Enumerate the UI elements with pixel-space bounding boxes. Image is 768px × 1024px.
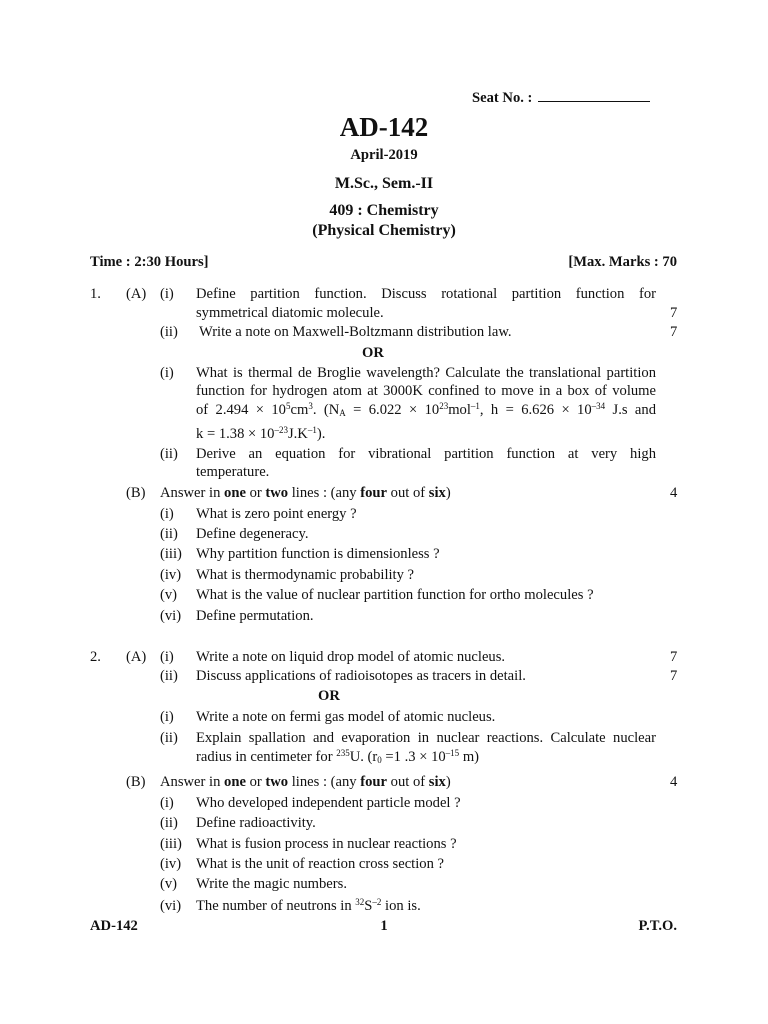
question-text: The number of neutrons in $^{32}S^{-2}$ ion is. — [196, 897, 421, 914]
subpart-label: (iii) — [160, 836, 182, 852]
part-instruction: Answer in one or two lines : (any four out of six) — [160, 485, 451, 501]
question-text: Write a note on liquid drop model of atomic nucleus. — [196, 649, 506, 665]
exam-date: April-2019 — [350, 147, 418, 163]
question-text: temperature. — [196, 464, 270, 480]
subpart-label: (ii) — [160, 446, 178, 462]
subpart-label: (i) — [160, 286, 174, 302]
subpart-label: (ii) — [160, 815, 178, 831]
subpart-label: (vi) — [160, 898, 182, 914]
please-turn-over: P.T.O. — [638, 918, 677, 934]
part-label: (A) — [126, 286, 147, 302]
footer-paper-code: AD-142 — [90, 918, 138, 934]
question-text: radius in centimeter for $^{235}$U. ($r_0 =1$ $.3 \times 10^{-15}$ m) — [196, 748, 480, 765]
marks-value: 7 — [670, 305, 678, 321]
question-text: $k = 1.38 \times 10^{-23}J.K^{-1}$). — [196, 425, 326, 442]
question-text: of $2.494 \times 10^5cm^3$. ($N_A = 6.022 \times 10^{23}mol^{-1}$, $h = 6.626 \times 10^{-34}$ J.s and — [196, 401, 657, 418]
question-text: What is thermal de Broglie wavelength? Calculate the translational partition — [196, 365, 656, 381]
question-text: Write the magic numbers. — [196, 876, 347, 892]
marks-value: 7 — [670, 668, 678, 684]
question-text: Who developed independent particle model ? — [196, 795, 461, 811]
question-text: symmetrical diatomic molecule. — [196, 305, 384, 321]
question-number: 2. — [90, 649, 101, 665]
or-divider: OR — [318, 688, 340, 704]
exam-time: Time : 2:30 Hours] — [90, 254, 209, 270]
marks-value: 4 — [670, 485, 678, 501]
question-text: What is the unit of reaction cross section ? — [196, 856, 445, 872]
seat-number-blank — [538, 88, 650, 102]
subpart-label: (ii) — [160, 324, 178, 340]
part-label: (A) — [126, 649, 147, 665]
marks-value: 4 — [670, 774, 678, 790]
marks-value: 7 — [670, 649, 678, 665]
question-text: Write a note on fermi gas model of atomic nucleus. — [196, 709, 496, 725]
subpart-label: (iii) — [160, 546, 182, 562]
question-text: function for hydrogen atom at 3000K confined to move in a box of volume — [196, 383, 656, 399]
question-text: Discuss applications of radioisotopes as tracers in detail. — [196, 668, 526, 684]
question-text: What is fusion process in nuclear reactions ? — [196, 836, 457, 852]
subpart-label: (v) — [160, 587, 178, 603]
seat-number-field — [472, 88, 650, 108]
subpart-label: (i) — [160, 709, 174, 725]
subpart-label: (i) — [160, 795, 174, 811]
question-text: Define radioactivity. — [196, 815, 316, 831]
subpart-label: (i) — [160, 365, 174, 381]
subpart-label: (ii) — [160, 668, 178, 684]
subpart-label: (vi) — [160, 608, 182, 624]
question-number: 1. — [90, 286, 101, 302]
subpart-label: (i) — [160, 649, 174, 665]
paper-subtitle: (Physical Chemistry) — [312, 222, 456, 239]
question-text: Derive an equation for vibrational partition function at very high — [196, 446, 656, 462]
question-text: What is thermodynamic probability ? — [196, 567, 415, 583]
question-text: Why partition function is dimensionless ? — [196, 546, 440, 562]
subpart-label: (ii) — [160, 526, 178, 542]
or-divider: OR — [362, 345, 384, 361]
question-text: Write a note on Maxwell-Boltzmann distribution law. — [199, 324, 512, 340]
subpart-label: (iv) — [160, 856, 182, 872]
question-text: Define degeneracy. — [196, 526, 309, 542]
seat-number-label: Seat No. : — [472, 90, 533, 106]
question-text: What is the value of nuclear partition function for ortho molecules ? — [196, 587, 594, 603]
course-name: M.Sc., Sem.-II — [334, 175, 434, 192]
question-text: Explain spallation and evaporation in nuclear reactions. Calculate nuclear — [196, 730, 656, 746]
max-marks: [Max. Marks : 70 — [568, 254, 677, 270]
question-text: Define permutation. — [196, 608, 314, 624]
marks-value: 7 — [670, 324, 678, 340]
subpart-label: (ii) — [160, 730, 178, 746]
question-text: What is zero point energy ? — [196, 506, 357, 522]
part-label: (B) — [126, 774, 146, 790]
subpart-label: (v) — [160, 876, 178, 892]
part-instruction: Answer in one or two lines : (any four out of six) — [160, 774, 451, 790]
subpart-label: (iv) — [160, 567, 182, 583]
part-label: (B) — [126, 485, 146, 501]
question-text: Define partition function. Discuss rotational partition function for — [196, 286, 656, 302]
paper-title: 409 : Chemistry — [329, 202, 439, 219]
page-number: 1 — [380, 918, 388, 934]
paper-code: AD-142 — [339, 112, 429, 142]
subpart-label: (i) — [160, 506, 174, 522]
